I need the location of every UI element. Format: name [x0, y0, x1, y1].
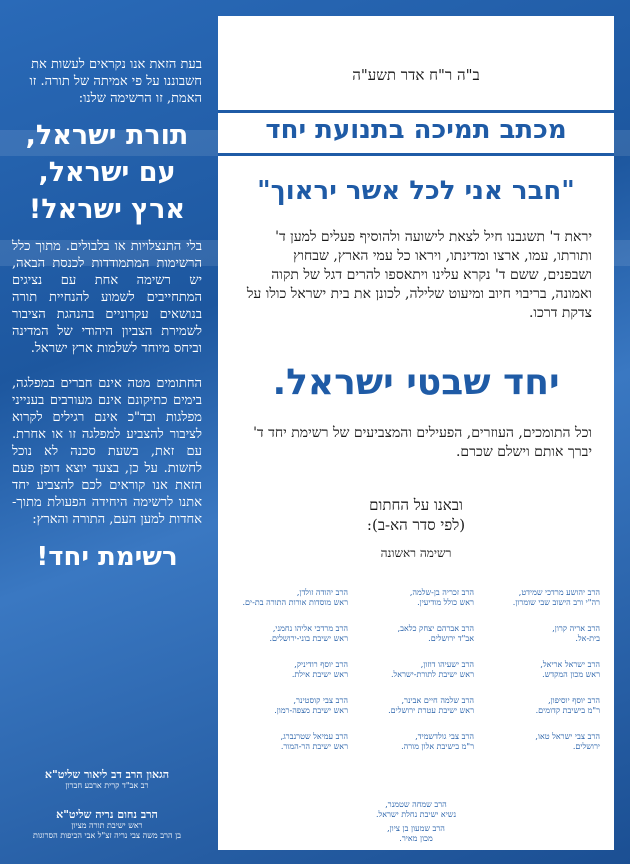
signature-item	[358, 660, 474, 680]
signature-name: הרב יוסף יוסיפון,	[548, 696, 600, 705]
left-paragraph-3: החתומים מטה אינם חברים במפלגה, בימים כתיקונם אינם מעורבים בענייני מפלגות ובד"כ אינם רגילים לקרוא לציבור להצביע למפלגה זו או אחרת. עם זאת, בשעת סכנה לא נוכל לחשות. על כן, בצעד יוצא דופן פעם הזאת אנו קוראים לכם להצביע יחד אתנו לרשימה היחידה הפעולת מתוך- אחדות למען העם, התורה והארץ:	[12, 376, 202, 527]
letter-date: ב"ה ר"ח אדר תשע"ה	[352, 66, 480, 84]
signature-name: הרב אריה קרון,	[552, 624, 600, 633]
signature-last-2	[218, 824, 614, 844]
signature-role: ראש ישיבת בוני-ירושלים.	[269, 634, 348, 643]
signature-role: ראש מכון המקדש.	[542, 670, 600, 679]
signed-line-2: (לפי סדר הא-ב):	[366, 516, 466, 534]
sig2-role-2: בן הרב משה צבי נריה זצ"ל אבי הכיפות הסרוגות	[32, 831, 182, 840]
signature-name: הרב שלמה חיים אבינר,	[401, 696, 474, 705]
signature-item	[358, 588, 474, 608]
title-bar	[218, 110, 614, 156]
left-column	[12, 56, 202, 572]
signature-role: ר"מ בישיבת קדומים.	[535, 706, 600, 715]
letter-headline: יחד שבטי ישראל.	[272, 362, 560, 403]
signature-item	[484, 696, 600, 716]
signature-role: ירושלים.	[572, 742, 600, 751]
signature-role: ראש ישיבת אילת.	[291, 670, 348, 679]
signature-item	[358, 732, 474, 752]
signature-item	[484, 732, 600, 752]
signature-name: הרב יהושע מרדכי שמידט,	[518, 588, 600, 597]
signature-item	[232, 624, 348, 644]
left-paragraph-2: בלי התנצלויות או בלבולים. מתוך כלל הרשימות המתמודדות לכנסת הבאה, יש רשימה אחת עם נציגים המתחייבים לשמוע להנחיית תורה בנושאים עקרוניים בהנהגת הציבור לשמירת הצביון היהודי של המדינה וביחס מיוחד לשלמות ארץ ישראל.	[12, 239, 202, 356]
signature-role: ראש ישיבת לתורת-ישראל.	[390, 670, 474, 679]
signature-item	[232, 588, 348, 608]
signature-item	[232, 696, 348, 716]
signature-role: ראש ישיבת הר-המור.	[280, 742, 348, 751]
signature-role: ראש מוסדות אורות התורה בת-ים.	[242, 598, 348, 607]
signature-role: ראש ישיבת עטרת ירושלים.	[388, 706, 474, 715]
letter-paragraph: יראת ד' תשגבנו חיל לצאת לישועה ולהוסיף פעלים למען ד' ותורתו, עמו, ארצו ומדינתו, ויראו כל עמי הארץ, שבחוץ ושבפנים, ששם ד' נקרא עלינו ויתאספו להרים דגל של תקוה ואמונה, בריבוי חיוב ומיעוט שלילה, לכונן את בית ישראל כולו על צדקת דרכו.	[246, 229, 592, 321]
letter-thanks: וכל התומכים, העוזרים, הפעילים והמצביעים של רשימת יחד ד' יברך אותם וישלם שכרם.	[253, 425, 592, 460]
signature-role: ראש ישיבת מצפה-רמון.	[274, 706, 348, 715]
signature-name: הרב ישעיהו דוזון,	[420, 660, 474, 669]
signature-item	[358, 696, 474, 716]
signature-item	[232, 660, 348, 680]
signature-item	[484, 588, 600, 608]
signature-item	[358, 624, 474, 644]
left-signature-1	[12, 768, 202, 791]
signatures-grid	[232, 588, 600, 752]
signature-name: הרב צבי ישראל טאו,	[535, 732, 600, 741]
signed-line-1: ובאנו על החתום	[369, 496, 463, 514]
signature-name: הרב שמעון בן ציון,	[387, 824, 445, 833]
signature-item	[484, 624, 600, 644]
signature-role: רה"י ורב הישוב שבי שומרון.	[512, 598, 600, 607]
list-title: רשימה ראשונה	[380, 546, 452, 560]
signature-name: הרב מרדכי אליהו נחמני,	[272, 624, 348, 633]
signature-role: בית-אל.	[575, 634, 600, 643]
signature-name: הרב ישראל אריאל,	[540, 660, 600, 669]
signature-item	[232, 732, 348, 752]
signature-item	[484, 660, 600, 680]
sig1-name: הגאון הרב דב ליאור שליט"א	[44, 768, 170, 781]
signature-name: הרב יהודה זולדן,	[296, 588, 348, 597]
sig2-role: ראש ישיבת תורה מציון	[71, 821, 143, 830]
signature-name: הרב עמיאל שטרנברג,	[280, 732, 348, 741]
letter-panel	[218, 16, 614, 850]
left-slogan	[12, 117, 202, 228]
signature-name: הרב זכריה בן-שלמה,	[409, 588, 474, 597]
sig2-name: הרב נחום נריה שליט"א	[56, 808, 158, 821]
left-intro: בעת הזאת אנו נקראים לעשות את חשבוננו על פי אמיתה של תורה. זו האמת, זו הרשימה שלנו:	[29, 57, 202, 106]
signature-role: ראש כולל מודיעין.	[417, 598, 474, 607]
letter-title: מכתב תמיכה בתנועת יחד	[265, 115, 567, 145]
signature-name: הרב אברהם יצחק כלאב,	[397, 624, 474, 633]
signature-role: ר"מ בישיבת אלון מורה.	[401, 742, 474, 751]
signature-last	[218, 800, 614, 820]
signature-role: מכון מאיר.	[399, 834, 433, 843]
letter-quote: "חבר אני לכל אשר יראוך"	[257, 176, 575, 206]
left-signature-2	[12, 808, 202, 841]
signature-name: הרב יוסף רודיניק,	[294, 660, 348, 669]
signature-name: הרב צבי גולדשמיד,	[415, 732, 474, 741]
signature-name: הרב שמחה שטמנר,	[385, 800, 447, 809]
signature-name: הרב צבי קוסטינר,	[293, 696, 348, 705]
signature-role: נשיא ישיבת נחלת ישראל.	[375, 810, 457, 819]
slogan-line-1: תורת ישראל,	[25, 120, 189, 151]
slogan-line-2: עם ישראל,	[38, 157, 176, 188]
left-final-call: רשימת יחד!	[36, 542, 178, 572]
signature-role: אב"ד ירושלים.	[428, 634, 474, 643]
slogan-line-3: ארץ ישראל!	[28, 194, 186, 225]
sig1-role: רב אב"ד קרית ארבע חברון	[65, 781, 149, 790]
